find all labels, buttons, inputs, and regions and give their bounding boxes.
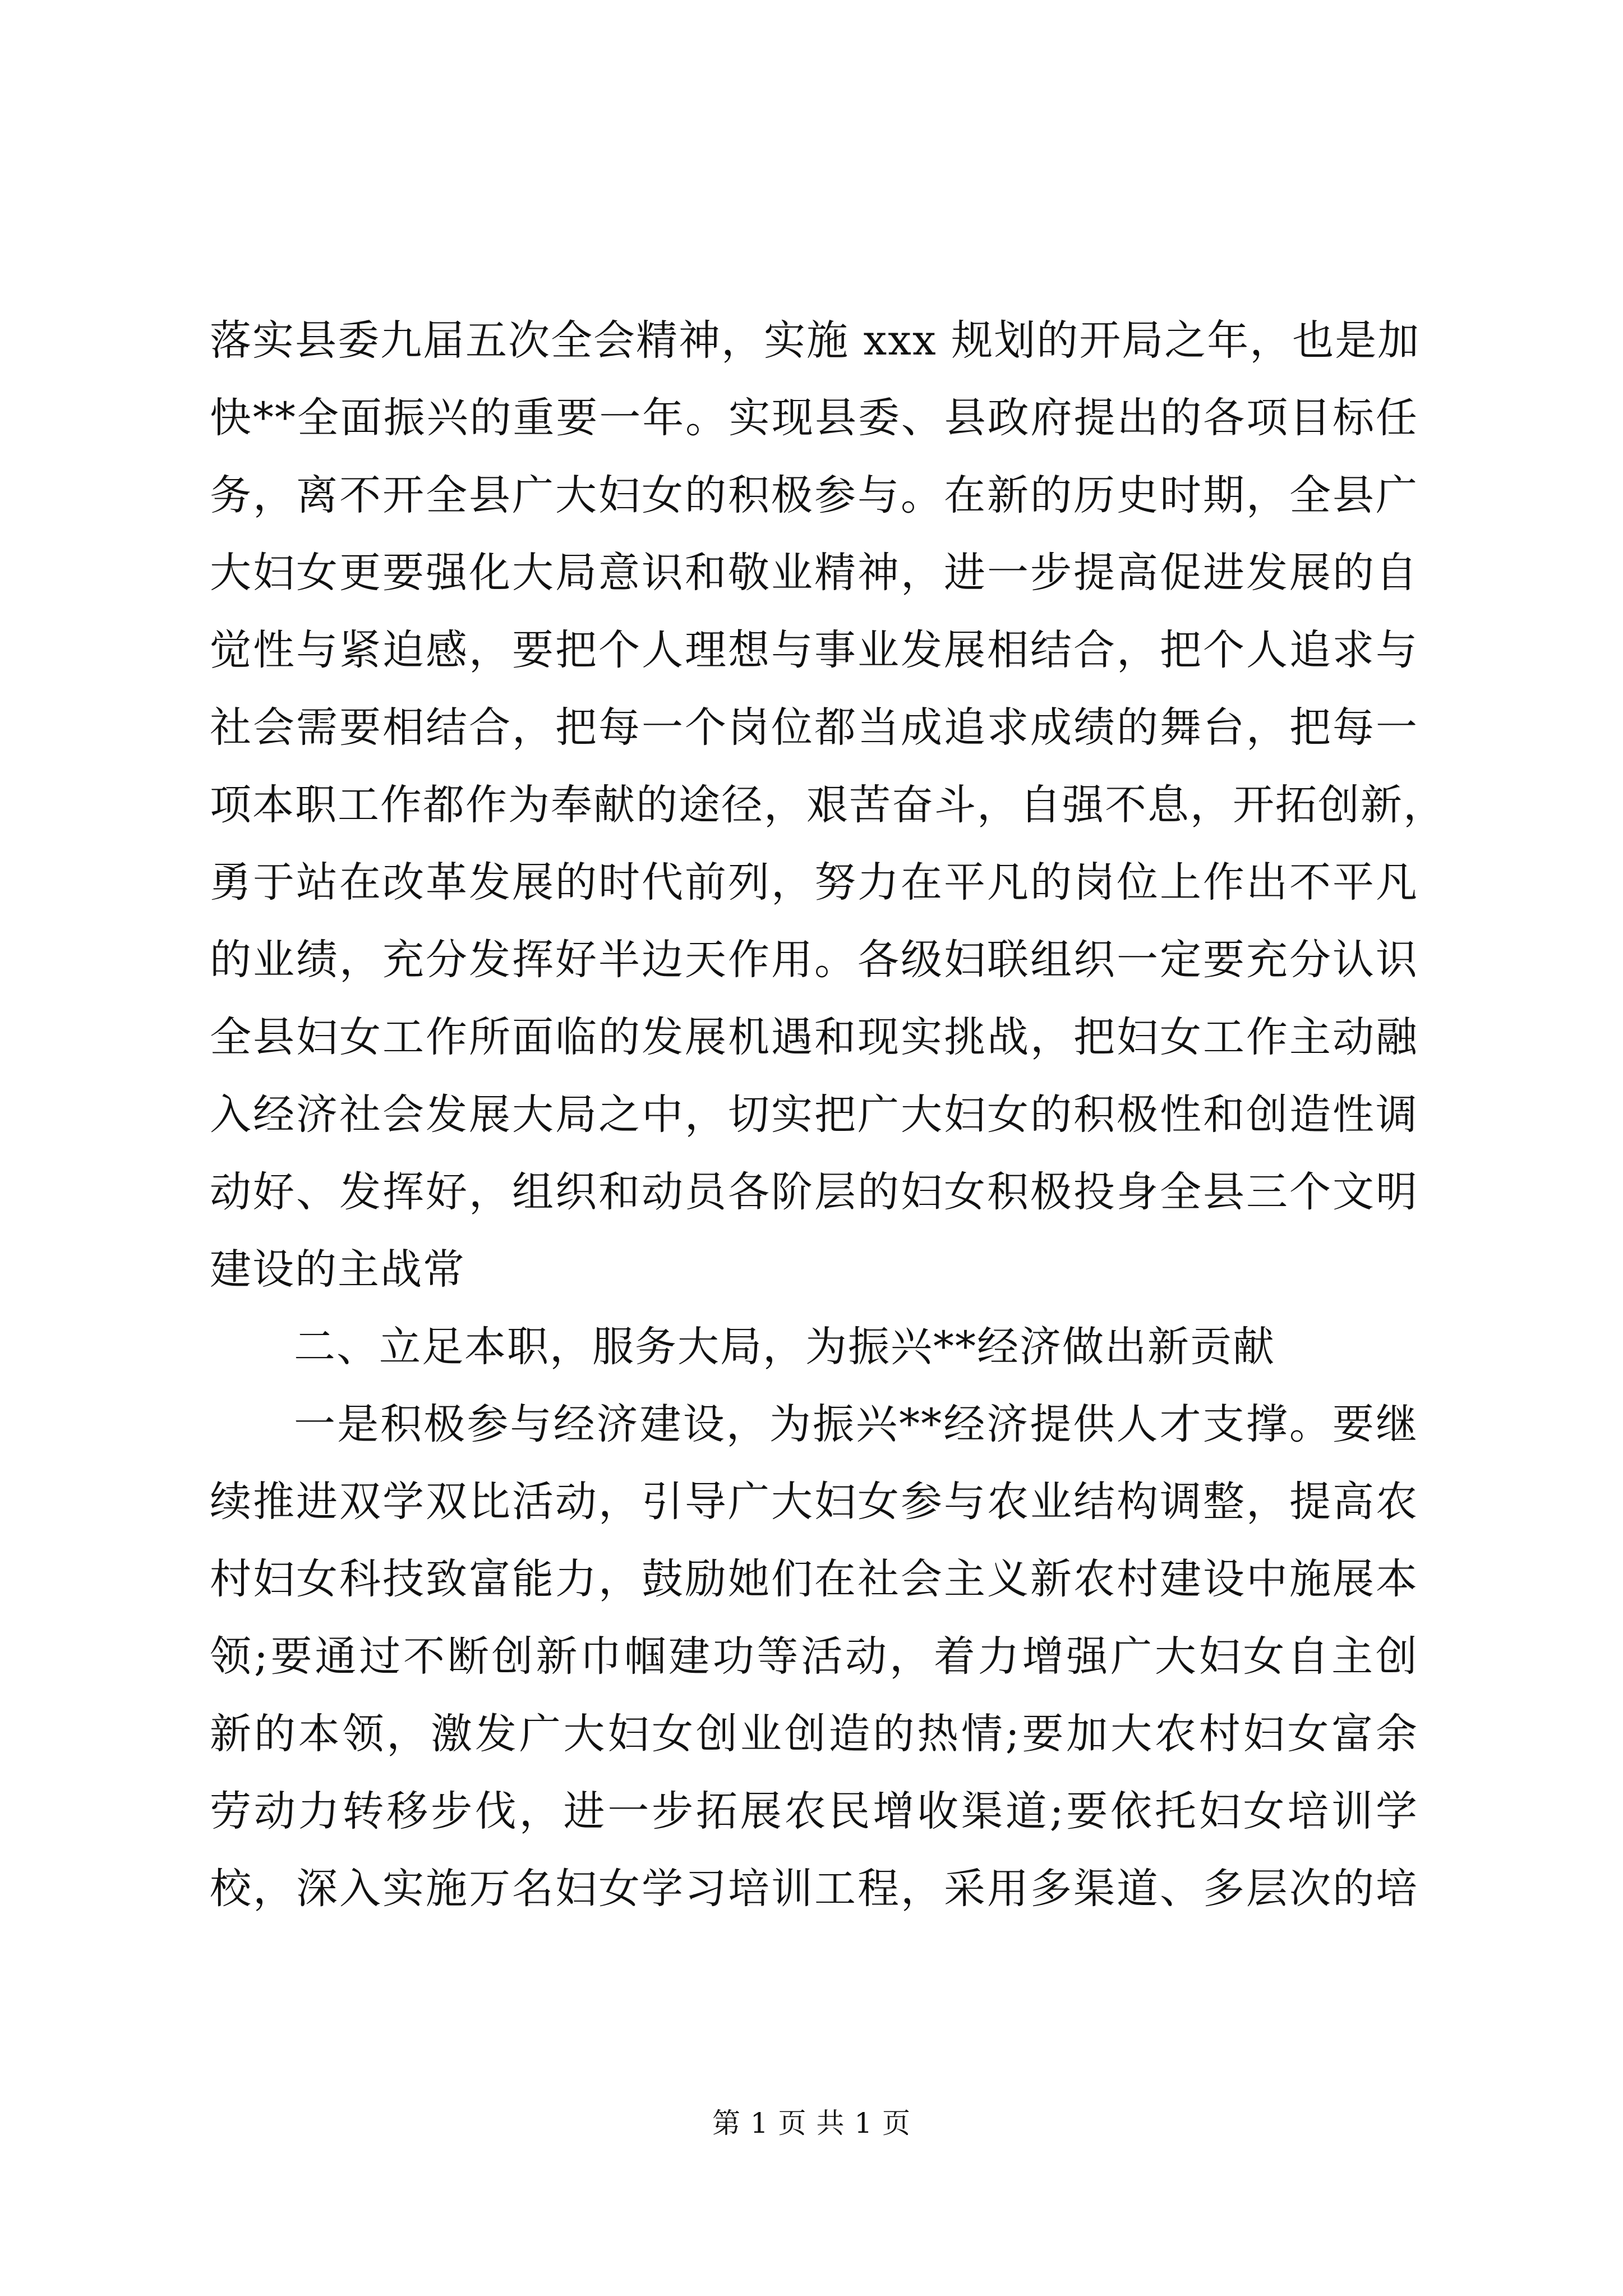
- text-line: 续推进双学双比活动，引导广大妇女参与农业结构调整，提高农: [210, 1478, 1418, 1526]
- page-number-label: 第 1 页 共 1 页: [712, 2107, 911, 2139]
- text-line: 建设的主战常: [210, 1245, 465, 1294]
- section-heading: [210, 1308, 1418, 1386]
- text-line: 社会需要相结合，把每一个岗位都当成追求成绩的舞台，把每一: [210, 703, 1418, 752]
- text-line: 全县妇女工作所面临的发展机遇和现实挑战，把妇女工作主动融: [210, 1013, 1418, 1061]
- text-line: 新的本领，激发广大妇女创业创造的热情;要加大农村妇女富余: [210, 1710, 1418, 1758]
- text-line: 村妇女科技致富能力，鼓励她们在社会主义新农村建设中施展本: [210, 1555, 1418, 1603]
- text-line: 领;要通过不断创新巾帼建功等活动，着力增强广大妇女自主创: [210, 1632, 1418, 1681]
- text-line: 校，深入实施万名妇女学习培训工程，采用多渠道、多层次的培: [210, 1865, 1418, 1913]
- document-body: [210, 302, 1446, 1927]
- text-line: 务，离不开全县广大妇女的积极参与。在新的历史时期，全县广: [210, 471, 1418, 519]
- text-line: 觉性与紧迫感，要把个人理想与事业发展相结合，把个人追求与: [210, 626, 1418, 674]
- text-line: 项本职工作都作为奉献的途径，艰苦奋斗，自强不息，开拓创新，: [210, 781, 1446, 829]
- text-line: 的业绩，充分发挥好半边天作用。各级妇联组织一定要充分认识: [210, 936, 1418, 984]
- text-line: 动好、发挥好，组织和动员各阶层的妇女积极投身全县三个文明: [210, 1168, 1418, 1216]
- paragraph-continuation: [210, 302, 1446, 1308]
- text-line: 快**全面振兴的重要一年。实现县委、县政府提出的各项目标任: [210, 394, 1418, 442]
- text-line: 劳动力转移步伐，进一步拓展农民增收渠道;要依托妇女培训学: [210, 1787, 1418, 1835]
- text-line: 大妇女更要强化大局意识和敬业精神，进一步提高促进发展的自: [210, 549, 1418, 597]
- text-line: 入经济社会发展大局之中，切实把广大妇女的积极性和创造性调: [210, 1091, 1418, 1139]
- text-line: 一是积极参与经济建设，为振兴**经济提供人才支撑。要继: [294, 1400, 1418, 1448]
- text-line: 勇于站在改革发展的时代前列，努力在平凡的岗位上作出不平凡: [210, 858, 1418, 907]
- page-footer: [0, 2106, 1623, 2140]
- heading-line: 二、立足本职，服务大局，为振兴**经济做出新贡献: [294, 1323, 1275, 1371]
- text-line: 落实县委九届五次全会精神，实施 xxx 规划的开局之年，也是加: [210, 316, 1421, 365]
- paragraph: [210, 1386, 1418, 1927]
